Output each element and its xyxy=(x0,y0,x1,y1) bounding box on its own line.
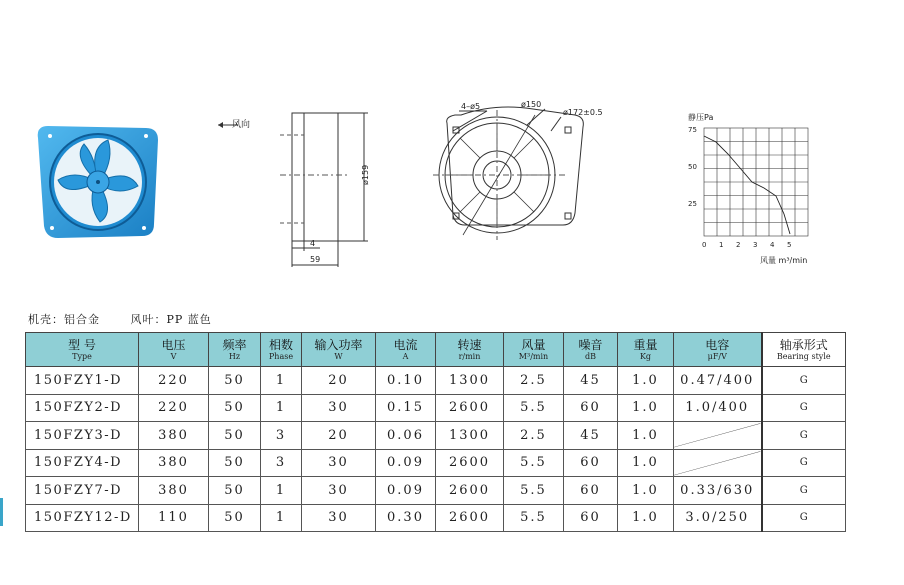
column-header-en: M³/min xyxy=(518,351,549,361)
table-row xyxy=(26,394,846,422)
table-cell: 60 xyxy=(564,449,618,477)
table-cell: 0.15 xyxy=(376,394,436,422)
column-header-en: Kg xyxy=(639,351,652,361)
table-cell: 1 xyxy=(261,477,302,505)
column-header-cn: 电流 xyxy=(393,337,418,352)
table-cell: G xyxy=(762,367,846,395)
table-cell: G xyxy=(762,449,846,477)
curve-x-tick: 5 xyxy=(787,241,792,249)
curve-x-tick: 4 xyxy=(770,241,775,249)
performance-curve xyxy=(680,108,820,268)
curve-x-tick: 0 xyxy=(702,241,707,249)
column-header-en: Phase xyxy=(268,351,294,361)
curve-x-tick: 2 xyxy=(736,241,741,249)
table-cell: 0.33/630 xyxy=(674,477,762,505)
table-cell: 150FZY3-D xyxy=(26,422,139,450)
housing-material: 机壳：铝合金 xyxy=(28,313,100,326)
curve-x-title: 风量 m³/min xyxy=(760,256,808,265)
table-cell: 1.0 xyxy=(618,367,674,395)
blade-material: 风叶：PP 蓝色 xyxy=(130,313,212,326)
table-cell: 1 xyxy=(261,367,302,395)
column-header xyxy=(436,333,504,367)
curve-x-tick: 3 xyxy=(753,241,758,249)
column-header-en: Bearing style xyxy=(776,351,831,361)
table-cell: 2600 xyxy=(436,449,504,477)
table-row xyxy=(26,449,846,477)
column-header xyxy=(762,333,846,367)
table-cell: 2.5 xyxy=(504,422,564,450)
curve-y-tick: 75 xyxy=(688,126,697,134)
table-cell: 60 xyxy=(564,504,618,532)
table-cell: 2600 xyxy=(436,477,504,505)
table-cell: 50 xyxy=(209,477,261,505)
column-header-cn: 电压 xyxy=(161,337,186,352)
curve-y-title: 静压Pa xyxy=(688,113,714,122)
table-cell: 150FZY2-D xyxy=(26,394,139,422)
column-header-en: r/min xyxy=(458,351,481,361)
curve-y-tick: 25 xyxy=(688,200,697,208)
table-cell: 50 xyxy=(209,394,261,422)
column-header-en: V xyxy=(170,351,177,361)
table-cell: 60 xyxy=(564,394,618,422)
table-cell: 60 xyxy=(564,477,618,505)
table-row xyxy=(26,422,846,450)
side-view-drawing xyxy=(210,105,390,275)
side-diameter-dim: ø159 xyxy=(361,164,370,185)
table-cell: 45 xyxy=(564,422,618,450)
table-cell: 50 xyxy=(209,504,261,532)
table-cell: 380 xyxy=(139,477,209,505)
table-cell: 1.0 xyxy=(618,449,674,477)
column-header-cn: 轴承形式 xyxy=(779,337,828,352)
table-cell: 220 xyxy=(139,394,209,422)
table-cell: 5.5 xyxy=(504,504,564,532)
table-cell: G xyxy=(762,422,846,450)
column-header xyxy=(674,333,762,367)
outer-diameter-label: ø172±0.5 xyxy=(563,108,603,117)
column-header-en: dB xyxy=(585,351,596,361)
side-depth-dim: 59 xyxy=(310,255,321,264)
table-cell: G xyxy=(762,477,846,505)
column-header-cn: 型 号 xyxy=(68,337,96,352)
table-cell: 3 xyxy=(261,449,302,477)
table-cell: 150FZY12-D xyxy=(26,504,139,532)
column-header xyxy=(139,333,209,367)
table-cell: 5.5 xyxy=(504,394,564,422)
inner-diameter-label: ø150 xyxy=(521,100,542,109)
table-cell: 2600 xyxy=(436,504,504,532)
curve-x-tick: 1 xyxy=(719,241,724,249)
table-cell: 30 xyxy=(302,449,376,477)
table-cell xyxy=(674,422,762,450)
table-cell: 0.30 xyxy=(376,504,436,532)
table-cell: 2.5 xyxy=(504,367,564,395)
column-header-en: W xyxy=(334,351,343,361)
table-cell: 1 xyxy=(261,394,302,422)
table-cell: 1.0 xyxy=(618,504,674,532)
column-header-cn: 频率 xyxy=(222,337,247,352)
fan-product-image xyxy=(30,118,164,246)
table-cell: 30 xyxy=(302,394,376,422)
column-header-cn: 输入功率 xyxy=(314,337,363,352)
table-cell: 30 xyxy=(302,504,376,532)
table-cell: 1 xyxy=(261,504,302,532)
column-header-cn: 相数 xyxy=(268,337,293,352)
table-cell: 0.06 xyxy=(376,422,436,450)
table-cell: 20 xyxy=(302,367,376,395)
column-header xyxy=(302,333,376,367)
table-cell: 1.0 xyxy=(618,394,674,422)
table-cell: 5.5 xyxy=(504,449,564,477)
table-cell: 0.09 xyxy=(376,477,436,505)
table-cell: 1.0 xyxy=(618,422,674,450)
table-row xyxy=(26,504,846,532)
curve-y-tick: 50 xyxy=(688,163,697,171)
table-cell: 45 xyxy=(564,367,618,395)
column-header-cn: 重量 xyxy=(633,337,658,352)
front-view-drawing xyxy=(425,95,615,245)
column-header xyxy=(504,333,564,367)
table-cell: G xyxy=(762,504,846,532)
column-header-cn: 风量 xyxy=(521,337,546,352)
column-header-en: μF/V xyxy=(707,351,727,361)
table-header-row xyxy=(26,333,846,367)
table-cell: 50 xyxy=(209,422,261,450)
column-header xyxy=(261,333,302,367)
column-header-en: Type xyxy=(72,351,92,361)
table-cell: G xyxy=(762,394,846,422)
table-cell: 150FZY7-D xyxy=(26,477,139,505)
table-row xyxy=(26,477,846,505)
table-cell: 5.5 xyxy=(504,477,564,505)
table-cell: 380 xyxy=(139,422,209,450)
column-header-cn: 电容 xyxy=(705,337,730,352)
table-cell: 110 xyxy=(139,504,209,532)
table-cell: 30 xyxy=(302,477,376,505)
table-cell: 380 xyxy=(139,449,209,477)
column-header xyxy=(618,333,674,367)
table-cell xyxy=(674,449,762,477)
table-cell: 1300 xyxy=(436,367,504,395)
mounting-holes-label: 4–ø5 xyxy=(461,102,481,111)
table-cell: 0.09 xyxy=(376,449,436,477)
no-capacitor-slash xyxy=(674,450,761,477)
spec-table xyxy=(25,332,846,532)
edge-accent xyxy=(0,498,3,526)
table-cell: 150FZY4-D xyxy=(26,449,139,477)
table-cell: 20 xyxy=(302,422,376,450)
airflow-label: 风向 xyxy=(232,120,251,130)
column-header xyxy=(209,333,261,367)
column-header-cn: 转速 xyxy=(457,337,482,352)
table-cell: 0.10 xyxy=(376,367,436,395)
table-cell: 3.0/250 xyxy=(674,504,762,532)
no-capacitor-slash xyxy=(674,422,761,449)
table-cell: 220 xyxy=(139,367,209,395)
table-row xyxy=(26,367,846,395)
table-cell: 2600 xyxy=(436,394,504,422)
table-cell: 1300 xyxy=(436,422,504,450)
table-cell: 3 xyxy=(261,422,302,450)
column-header xyxy=(26,333,139,367)
column-header xyxy=(376,333,436,367)
column-header-cn: 噪音 xyxy=(578,337,603,352)
table-cell: 150FZY1-D xyxy=(26,367,139,395)
table-cell: 50 xyxy=(209,449,261,477)
materials-line xyxy=(28,311,238,327)
table-cell: 1.0 xyxy=(618,477,674,505)
table-cell: 50 xyxy=(209,367,261,395)
side-small-dim: 4 xyxy=(310,239,316,248)
table-cell: 0.47/400 xyxy=(674,367,762,395)
column-header-en: A xyxy=(402,351,409,361)
column-header-en: Hz xyxy=(228,351,241,361)
column-header xyxy=(564,333,618,367)
table-cell: 1.0/400 xyxy=(674,394,762,422)
